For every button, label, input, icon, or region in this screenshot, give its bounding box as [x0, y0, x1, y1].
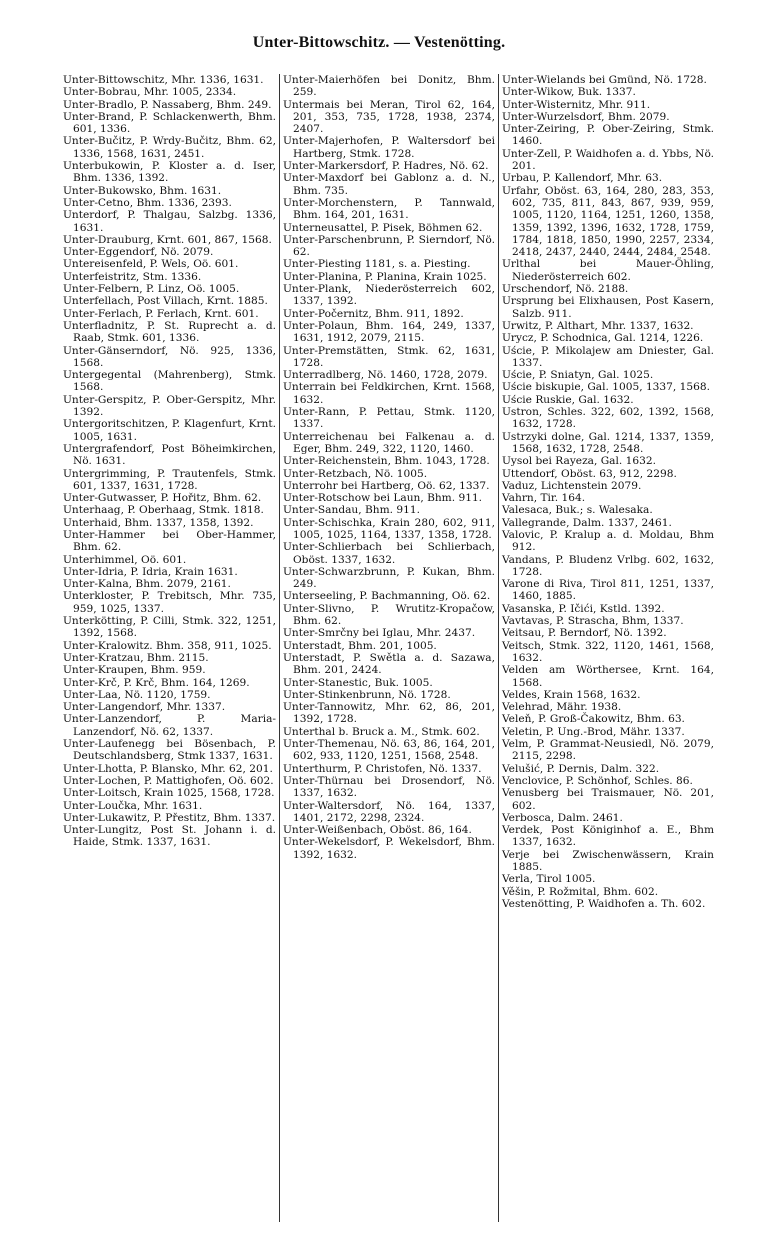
index-entry: Unter-Brand, P. Schlackenwerth, Bhm. 601, 1336.: [63, 110, 276, 136]
index-entry: Untermais bei Meran, Tirol 62, 164, 201, 353, 735, 1728, 1938, 2374, 2407.: [283, 98, 495, 136]
index-entry: Venusberg bei Traismauer, Nö. 201, 602.: [502, 787, 714, 812]
index-entry: Velden am Wörthersee, Krnt. 164, 1568.: [502, 664, 714, 689]
index-entry: Velušić, P. Dernis, Dalm. 322.: [502, 762, 660, 775]
page-header: Unter-Bittowschitz. — Vestenötting.: [252, 34, 506, 51]
index-entry: Unter-Kralowitz. Bhm. 358, 911, 1025.: [63, 639, 272, 652]
index-entry: Unter-Krč, P. Krč, Bhm. 164, 1269.: [63, 676, 250, 689]
index-entry: Unter-Plank, Niederösterreich 602, 1337, 1392.: [283, 283, 495, 308]
index-entry: Verje bei Zwischenwässern, Krain 1885.: [502, 848, 714, 873]
index-entry: Unter-Sandau, Bhm. 911.: [283, 504, 420, 517]
index-entry: Unter-Drauburg, Krnt. 601, 867, 1568.: [63, 233, 272, 246]
index-entry: Unter-Weißenbach, Oböst. 86, 164.: [283, 824, 472, 837]
index-entry: Vallegrande, Dalm. 1337, 2461.: [502, 516, 672, 529]
index-entry: Unter-Maxdorf bei Gablonz a. d. N., Bhm. 735.: [283, 172, 495, 197]
index-entry: Uście biskupie, Gal. 1005, 1337, 1568.: [502, 381, 710, 394]
index-entry: Unter-Planina, P. Planina, Krain 1025.: [283, 270, 487, 283]
index-entry: Unter-Schwarzbrunn, P. Kukan, Bhm. 249.: [283, 565, 495, 591]
index-entry: Unter-Ferlach, P. Ferlach, Krnt. 601.: [63, 307, 259, 320]
index-entry: Uście, P. Sniatyn, Gal. 1025.: [502, 369, 654, 382]
index-entry: Verbosca, Dalm. 2461.: [502, 811, 623, 824]
index-entry: Unter-Bučitz, P. Wrdy-Bučitz, Bhm. 62, 1336, 1568, 1631, 2451.: [63, 135, 276, 160]
index-entry: Unter-Rann, P. Pettau, Stmk. 1120, 1337.: [283, 406, 495, 431]
index-entry: Unterseeling, P. Bachmanning, Oö. 62.: [283, 590, 491, 603]
index-entry: Unter-Bittowschitz, Mhr. 1336, 1631.: [63, 74, 264, 86]
index-entry: Unterstadt, Bhm. 201, 1005.: [283, 639, 437, 652]
index-entry: Unter-Stinkenbrunn, Nö. 1728.: [283, 688, 451, 701]
index-entry: Unterthal b. Bruck a. M., Stmk. 602.: [283, 725, 480, 738]
index-entry: Varone di Riva, Tirol 811, 1251, 1337, 1460, 1885.: [502, 578, 714, 603]
index-entry: Unterdorf, P. Thalgau, Salzbg. 1336, 1631.: [63, 209, 276, 234]
index-entry: Unterreichenau bei Falkenau a. d. Eger, Bhm. 249, 322, 1120, 1460.: [283, 430, 495, 455]
index-entry: Unter-Langendorf, Mhr. 1337.: [63, 701, 226, 714]
index-entry: Unterstadt, P. Swětla a. d. Sazawa, Bhm. 201, 2424.: [283, 651, 495, 677]
index-entry: Unterkloster, P. Trebitsch, Mhr. 735, 959, 1025, 1337.: [63, 590, 276, 615]
index-entry: Unter-Felbern, P. Linz, Oö. 1005.: [63, 283, 240, 296]
index-entry: Unter-Parschenbrunn, P. Sierndorf, Nö. 62.: [283, 233, 495, 259]
index-entry: Unterkötting, P. Cilli, Stmk. 322, 1251, 1392, 1568.: [63, 615, 276, 640]
index-entry: Věšin, P. Rožmital, Bhm. 602.: [502, 885, 659, 898]
index-entry: Unter-Hammer bei Ober-Hammer, Bhm. 62.: [63, 528, 276, 554]
index-entry: Unter-Morchenstern, P. Tannwald, Bhm. 164, 201, 1631.: [283, 196, 495, 222]
index-entry: Veldes, Krain 1568, 1632.: [502, 688, 641, 701]
index-entry: Unter-Themenau, Nö. 63, 86, 164, 201, 602, 933, 1120, 1251, 1568, 2548.: [283, 738, 495, 763]
index-entry: Unter-Markersdorf, P. Hadres, Nö. 62.: [283, 160, 489, 173]
index-entry: Verla, Tirol 1005.: [502, 873, 596, 886]
index-entry: Unter-Wikow, Buk. 1337.: [502, 86, 636, 99]
index-entry: Urfahr, Oböst. 63, 164, 280, 283, 353, 602, 735, 811, 843, 867, 939, 959, 1005, 1120, 1164, 1251, 1260, 1358, 1359, 1392, 1396, 1632, 1728, 1759, 1784, 1818, 1850, 1990, 2257, 2334, 2418, 2437, 2440, 2444, 2484, 2548.: [502, 184, 714, 259]
index-entry: Vaduz, Lichtenstein 2079.: [502, 479, 642, 492]
index-entry: Vavtavas, P. Strascha, Bhm, 1337.: [502, 615, 684, 628]
index-entry: Ustron, Schles. 322, 602, 1392, 1568, 1632, 1728.: [502, 406, 714, 431]
index-entry: Unter-Majerhofen, P. Waltersdorf bei Hartberg, Stmk. 1728.: [283, 135, 495, 160]
index-entry: Unter-Smrčny bei Iglau, Mhr. 2437.: [283, 627, 476, 640]
index-entry: Unter-Kalna, Bhm. 2079, 2161.: [63, 578, 231, 591]
index-entry: Uście, P. Mikolajew am Dniester, Gal. 1337.: [502, 344, 714, 369]
index-entry: Unter-Slivno, P. Wrutitz-Kropačow, Bhm. 62.: [283, 602, 495, 628]
index-entry: Unter-Polaun, Bhm. 164, 249, 1337, 1631, 1912, 2079, 2115.: [283, 319, 495, 345]
index-entry: Unter-Kratzau, Bhm. 2115.: [63, 651, 209, 664]
index-entry: Unterfladnitz, P. St. Ruprecht a. d. Raab, Stmk. 601, 1336.: [63, 319, 276, 345]
index-entry: Unter-Gänserndorf, Nö. 925, 1336, 1568.: [63, 344, 276, 369]
index-entry: Unter-Rotschow bei Laun, Bhm. 911.: [283, 492, 483, 505]
index-entry: Vasanska, P. Ičići, Kstld. 1392.: [502, 602, 665, 615]
index-entry: Veleň, P. Groß-Čakowitz, Bhm. 63.: [502, 713, 685, 726]
index-entry: Uttendorf, Oböst. 63, 912, 2298.: [502, 467, 677, 480]
index-entry: Uście Ruskie, Gal. 1632.: [502, 393, 634, 406]
index-entry: Unterfeistritz, Stm. 1336.: [63, 270, 202, 283]
index-entry: Unter-Kraupen, Bhm. 959.: [63, 664, 206, 677]
index-entry: Unter-Gutwasser, P. Hořitz, Bhm. 62.: [63, 492, 262, 505]
index-entry: Unter-Maierhöfen bei Donitz, Bhm. 259.: [283, 74, 495, 99]
index-entry: Unter-Piesting 1181, s. a. Piesting.: [283, 258, 471, 271]
index-entry: Untergoritschitzen, P. Klagenfurt, Krnt. 1005, 1631.: [63, 418, 276, 443]
index-entry: Unter-Schlierbach bei Schlierbach, Oböst. 1337, 1632.: [283, 541, 495, 566]
index-entry: Unter-Bobrau, Mhr. 1005, 2334.: [63, 86, 237, 99]
index-entry: Velm, P. Grammat-Neusiedl, Nö. 2079, 2115, 2298.: [502, 738, 714, 763]
index-entry: Untergegental (Mahrenberg), Stmk. 1568.: [63, 369, 276, 394]
index-entry: Unter-Bukowsko, Bhm. 1631.: [63, 184, 222, 197]
index-entry: Unter-Wielands bei Gmünd, Nö. 1728.: [502, 74, 707, 86]
gazetteer-columns: [60, 74, 718, 1222]
index-entry: Unterradlberg, Nö. 1460, 1728, 2079.: [283, 369, 488, 382]
index-entry: Unter-Retzbach, Nö. 1005.: [283, 467, 428, 480]
index-entry: Unter-Cetno, Bhm. 1336, 2393.: [63, 196, 232, 209]
index-entry: Untereisenfeld, P. Wels, Oö. 601.: [63, 258, 239, 271]
index-entry: Urycz, P. Schodnica, Gal. 1214, 1226.: [502, 332, 704, 345]
index-entry: Velehrad, Mähr. 1938.: [502, 701, 622, 714]
index-entry: Unter-Reichenstein, Bhm. 1043, 1728.: [283, 455, 490, 468]
index-entry: Ustrzyki dolne, Gal. 1214, 1337, 1359, 1568, 1632, 1728, 2548.: [502, 430, 714, 455]
index-entry: Unter-Gerspitz, P. Ober-Gerspitz, Mhr. 1392.: [63, 393, 276, 419]
index-entry: Unter-Zell, P. Waidhofen a. d. Ybbs, Nö. 201.: [502, 147, 714, 173]
index-entry: Unterfellach, Post Villach, Krnt. 1885.: [63, 295, 268, 308]
index-entry: Unter-Lungitz, Post St. Johann i. d. Haide, Stmk. 1337, 1631.: [63, 824, 276, 849]
index-entry: Unterrain bei Feldkirchen, Krnt. 1568, 1632.: [283, 381, 495, 406]
index-entry: Vahrn, Tir. 164.: [502, 492, 586, 505]
index-entry: Venclovice, P. Schönhof, Schles. 86.: [502, 774, 693, 787]
index-entry: Unter-Premstätten, Stmk. 62, 1631, 1728.: [283, 344, 495, 369]
index-entry: Untergrafendorf, Post Böheimkirchen, Nö. 1631.: [63, 442, 276, 468]
index-entry: Valovic, P. Kralup a. d. Moldau, Bhm 912.: [502, 528, 714, 554]
index-entry: Unter-Lukawitz, P. Přestitz, Bhm. 1337.: [63, 811, 276, 824]
index-entry: Urlthal bei Mauer-Öhling, Niederösterreich 602.: [502, 258, 714, 283]
index-entry: Unter-Laufenegg bei Bösenbach, P. Deutschlandsberg, Stmk 1337, 1631.: [63, 738, 276, 763]
index-entry: Unterbukowin, P. Kloster a. d. Iser, Bhm. 1336, 1392.: [63, 160, 276, 185]
index-entry: Unter-Lhotta, P. Blansko, Mhr. 62, 201.: [63, 762, 273, 775]
index-entry: Unter-Wekelsdorf, P. Wekelsdorf, Bhm. 1392, 1632.: [283, 836, 495, 861]
index-entry: Unterrohr bei Hartberg, Oö. 62, 1337.: [283, 479, 490, 492]
index-entry: Unter-Stanestic, Buk. 1005.: [283, 676, 433, 689]
index-entry: Unter-Thürnau bei Drosendorf, Nö. 1337, 1632.: [283, 774, 495, 800]
index-entry: Veitsau, P. Berndorf, Nö. 1392.: [502, 627, 667, 640]
index-entry: Unter-Počernitz, Bhm. 911, 1892.: [283, 307, 464, 320]
index-entry: Unter-Idria, P. Idria, Krain 1631.: [63, 565, 238, 578]
index-entry: Veletin, P. Ung.-Brod, Mähr. 1337.: [502, 725, 685, 738]
index-entry: Urwitz, P. Althart, Mhr. 1337, 1632.: [502, 319, 694, 332]
index-entry: Unter-Loučka, Mhr. 1631.: [63, 799, 203, 812]
index-entry: Unter-Tannowitz, Mhr. 62, 86, 201, 1392, 1728.: [283, 701, 495, 726]
index-entry: Vandans, P. Bludenz Vrlbg. 602, 1632, 1728.: [502, 553, 714, 578]
index-entry: Verdek, Post Königinhof a. E., Bhm 1337, 1632.: [502, 824, 714, 849]
index-entry: Veitsch, Stmk. 322, 1120, 1461, 1568, 1632.: [502, 639, 714, 664]
index-entry: Unterhimmel, Oö. 601.: [63, 553, 187, 566]
index-entry: Uysol bei Rayeza, Gal. 1632.: [502, 455, 656, 468]
index-entry: Unter-Loitsch, Krain 1025, 1568, 1728.: [63, 787, 275, 800]
index-entry: Ursprung bei Elixhausen, Post Kasern, Salzb. 911.: [502, 295, 714, 320]
index-entry: Unterhaag, P. Oberhaag, Stmk. 1818.: [63, 504, 264, 517]
index-entry: Untergrimming, P. Trautenfels, Stmk. 601, 1337, 1631, 1728.: [63, 467, 276, 492]
index-entry: Unter-Lanzendorf, P. Maria-Lanzendorf, Nö. 62, 1337.: [63, 713, 276, 738]
index-entry: Unterhaid, Bhm. 1337, 1358, 1392.: [63, 516, 254, 529]
index-entry: Unter-Zeiring, P. Ober-Zeiring, Stmk. 1460.: [502, 123, 714, 148]
index-entry: Vestenötting, P. Waidhofen a. Th. 602.: [502, 897, 706, 910]
index-entry: Unter-Eggendorf, Nö. 2079.: [63, 246, 214, 259]
index-entry: Unter-Waltersdorf, Nö. 164, 1337, 1401, 2172, 2298, 2324.: [283, 799, 495, 824]
index-entry: Urbau, P. Kallendorf, Mhr. 63.: [502, 172, 663, 185]
column-3: [498, 74, 717, 1222]
index-entry: Valesaca, Buk.; s. Walesaka.: [502, 504, 653, 517]
index-entry: Unterneusattel, P. Pisek, Böhmen 62.: [283, 221, 483, 234]
index-entry: Unter-Laa, Nö. 1120, 1759.: [63, 688, 211, 701]
column-1: [60, 74, 279, 1222]
column-2: [279, 74, 498, 1222]
index-entry: Unterthurm, P. Christofen, Nö. 1337.: [283, 762, 482, 775]
index-entry: Unter-Bradlo, P. Nassaberg, Bhm. 249.: [63, 98, 272, 111]
index-entry: Urschendorf, Nö. 2188.: [502, 283, 629, 296]
index-entry: Unter-Schischka, Krain 280, 602, 911, 1005, 1025, 1164, 1337, 1358, 1728.: [283, 516, 495, 541]
index-entry: Unter-Wisternitz, Mhr. 911.: [502, 98, 651, 111]
index-entry: Unter-Lochen, P. Mattighofen, Oö. 602.: [63, 774, 274, 787]
index-entry: Unter-Wurzelsdorf, Bhm. 2079.: [502, 110, 670, 123]
